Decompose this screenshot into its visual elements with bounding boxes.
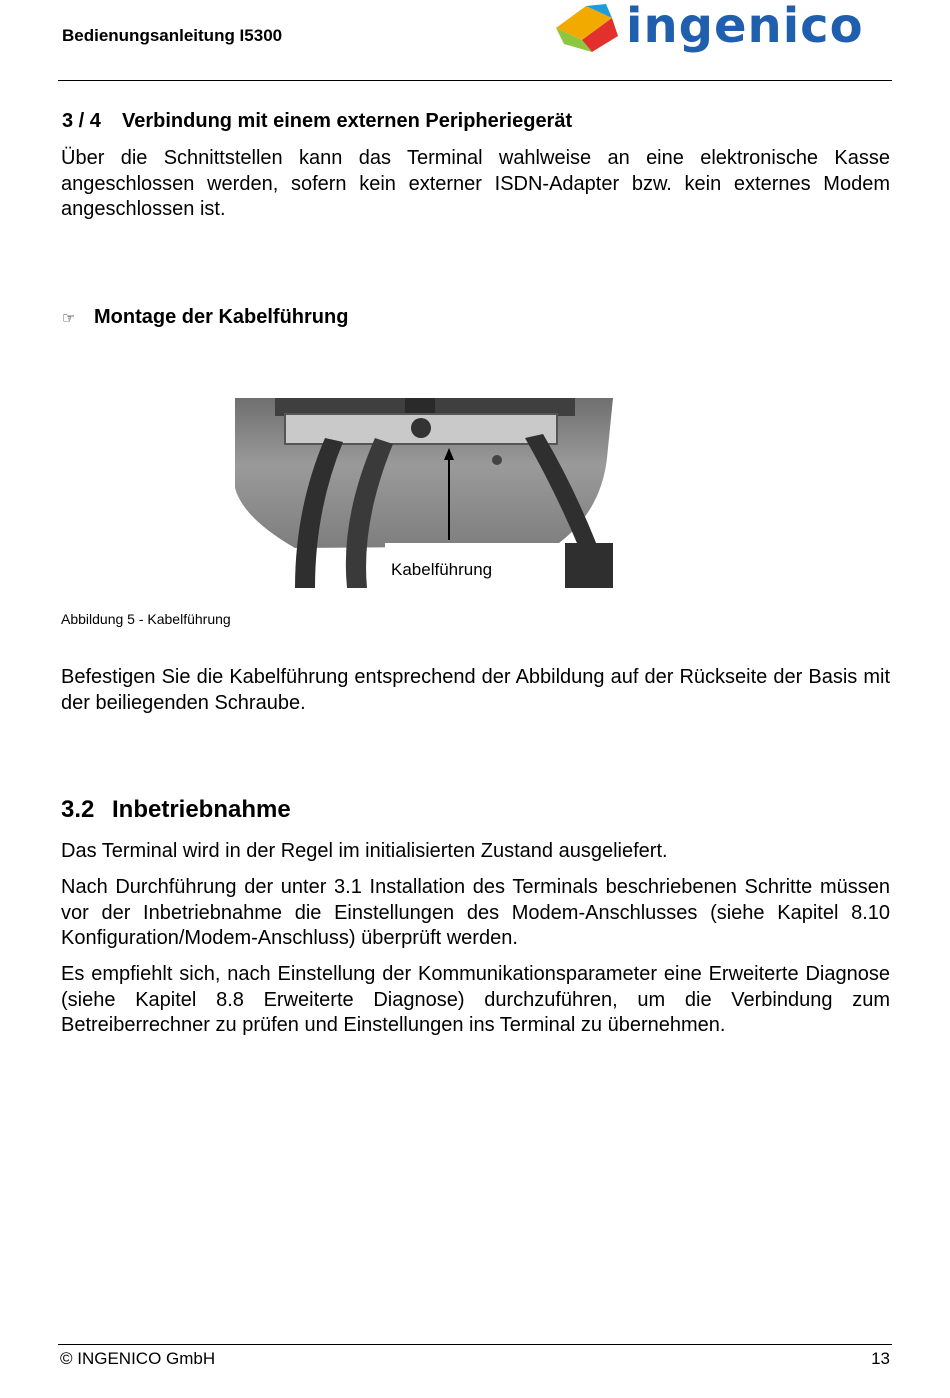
intro-paragraph: Über die Schnittstellen kann das Terminal wahlweise an eine elektronische Kasse angeschlossen werden, sofern kein externer ISDN-Adapter bzw. kein externes Modem angeschlossen ist. [61,147,890,220]
document-title: Bedienungsanleitung I5300 [62,26,283,45]
logo-mark-icon [556,4,618,52]
section-number: 3.2 [61,796,95,823]
footer-copyright: © INGENICO GmbH [60,1349,216,1368]
logo-wordmark: ingenico [626,0,864,54]
pointing-hand-icon: ☞ [62,310,76,327]
paragraph-delivery: Das Terminal wird in der Regel im initialisierten Zustand ausgeliefert. [61,840,668,862]
section-heading-3-2 [61,796,291,824]
section-title: Verbindung mit einem externen Peripheriegerät [122,110,573,132]
figure-label: Kabelführung [391,560,493,579]
section-heading-3-4 [62,110,572,133]
section-number: 3 / 4 [62,110,101,132]
paragraph-diagnosis: Es empfiehlt sich, nach Einstellung der Kommunikationsparameter eine Erweiterte Diagnose (siehe Kapitel 8.8 Erweiterte Diagnose) durchzuführen, um die Verbindung zum Betreiberrechner zu prüfen und Einstellungen ins Terminal zu übernehmen. [61,963,890,1036]
header-rule [58,80,892,81]
paragraph-modem-settings: Nach Durchführung der unter 3.1 Installation des Terminals beschriebenen Schritte müssen vor der Inbetriebnahme die Einstellungen des Modem-Anschlusses (siehe Kapitel 8.10 Konfiguration/Modem-Anschluss) überprüft werden. [61,876,890,949]
footer-rule [58,1344,892,1345]
ingenico-logo [552,0,887,56]
figure-caption: Abbildung 5 - Kabelführung [61,611,231,627]
mounting-paragraph: Befestigen Sie die Kabelführung entsprechend der Abbildung auf der Rückseite der Basis mit der beiliegenden Schraube. [61,666,890,714]
montage-heading [62,306,348,329]
page-number: 13 [871,1349,890,1368]
section-title: Inbetriebnahme [112,796,291,823]
montage-title: Montage der Kabelführung [94,306,349,328]
